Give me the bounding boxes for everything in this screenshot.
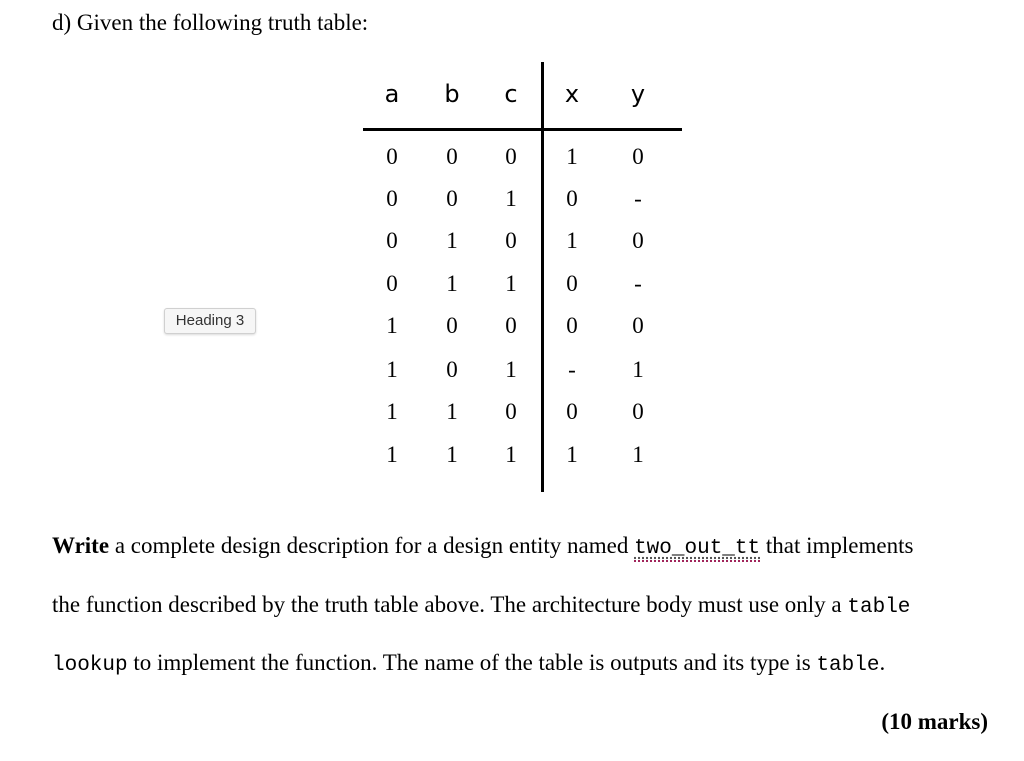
cell-c: 1 [505, 357, 517, 382]
cell-x: 1 [566, 144, 578, 169]
table-header-x: x [564, 80, 580, 108]
cell-x: 1 [566, 228, 578, 253]
cell-y: 1 [632, 357, 644, 382]
code-lookup: lookup [52, 654, 128, 677]
instruction-text: the function described by the truth table above. The architecture body must use only a [52, 592, 848, 617]
table-header-b: b [444, 80, 460, 108]
cell-x: 0 [566, 186, 578, 211]
question-title: d) Given the following truth table: [52, 10, 369, 35]
instruction-text: to implement the function. The name of the table is outputs and its type is [127, 650, 817, 675]
cell-c: 0 [505, 313, 517, 338]
cell-c: 0 [505, 144, 517, 169]
cell-a: 0 [386, 228, 398, 253]
cell-a: 0 [386, 271, 398, 296]
instruction-line-3 [52, 646, 885, 683]
cell-c: 0 [505, 228, 517, 253]
instruction-line-1 [52, 529, 913, 566]
instruction-text: a complete design description for a design entity named [109, 533, 635, 558]
instruction-text: . [879, 650, 886, 675]
write-keyword: Write [52, 533, 110, 558]
cell-x: - [568, 357, 576, 382]
table-header-divider [363, 128, 682, 131]
paragraph-style-tag[interactable]: Heading 3 [164, 308, 256, 334]
cell-b: 0 [446, 357, 458, 382]
cell-y: 0 [632, 313, 644, 338]
cell-b: 0 [446, 144, 458, 169]
cell-c: 1 [505, 186, 517, 211]
cell-x: 0 [566, 313, 578, 338]
cell-c: 0 [505, 399, 517, 424]
cell-b: 1 [446, 228, 458, 253]
cell-b: 1 [446, 399, 458, 424]
cell-y: - [634, 186, 642, 211]
cell-c: 1 [505, 271, 517, 296]
cell-b: 0 [446, 186, 458, 211]
cell-y: 1 [632, 442, 644, 467]
instruction-text: that implements [760, 533, 914, 558]
cell-y: 0 [632, 399, 644, 424]
cell-a: 1 [386, 399, 398, 424]
table-header-c: c [504, 80, 518, 108]
cell-x: 0 [566, 399, 578, 424]
code-table: table [847, 596, 911, 619]
cell-x: 0 [566, 271, 578, 296]
cell-a: 1 [386, 313, 398, 338]
cell-y: 0 [632, 228, 644, 253]
cell-a: 0 [386, 186, 398, 211]
cell-b: 1 [446, 271, 458, 296]
cell-b: 0 [446, 313, 458, 338]
cell-x: 1 [566, 442, 578, 467]
cell-a: 1 [386, 357, 398, 382]
cell-y: 0 [632, 144, 644, 169]
cell-y: - [634, 271, 642, 296]
cell-a: 1 [386, 442, 398, 467]
code-table-type: table [816, 654, 880, 677]
table-header-a: a [384, 80, 400, 108]
table-input-output-divider [541, 62, 544, 492]
instruction-line-2 [52, 588, 910, 625]
cell-c: 1 [505, 442, 517, 467]
cell-a: 0 [386, 144, 398, 169]
table-header-y: y [630, 80, 646, 108]
cell-b: 1 [446, 442, 458, 467]
entity-name: two_out_tt [634, 537, 761, 560]
marks-label: (10 marks) [881, 709, 988, 734]
